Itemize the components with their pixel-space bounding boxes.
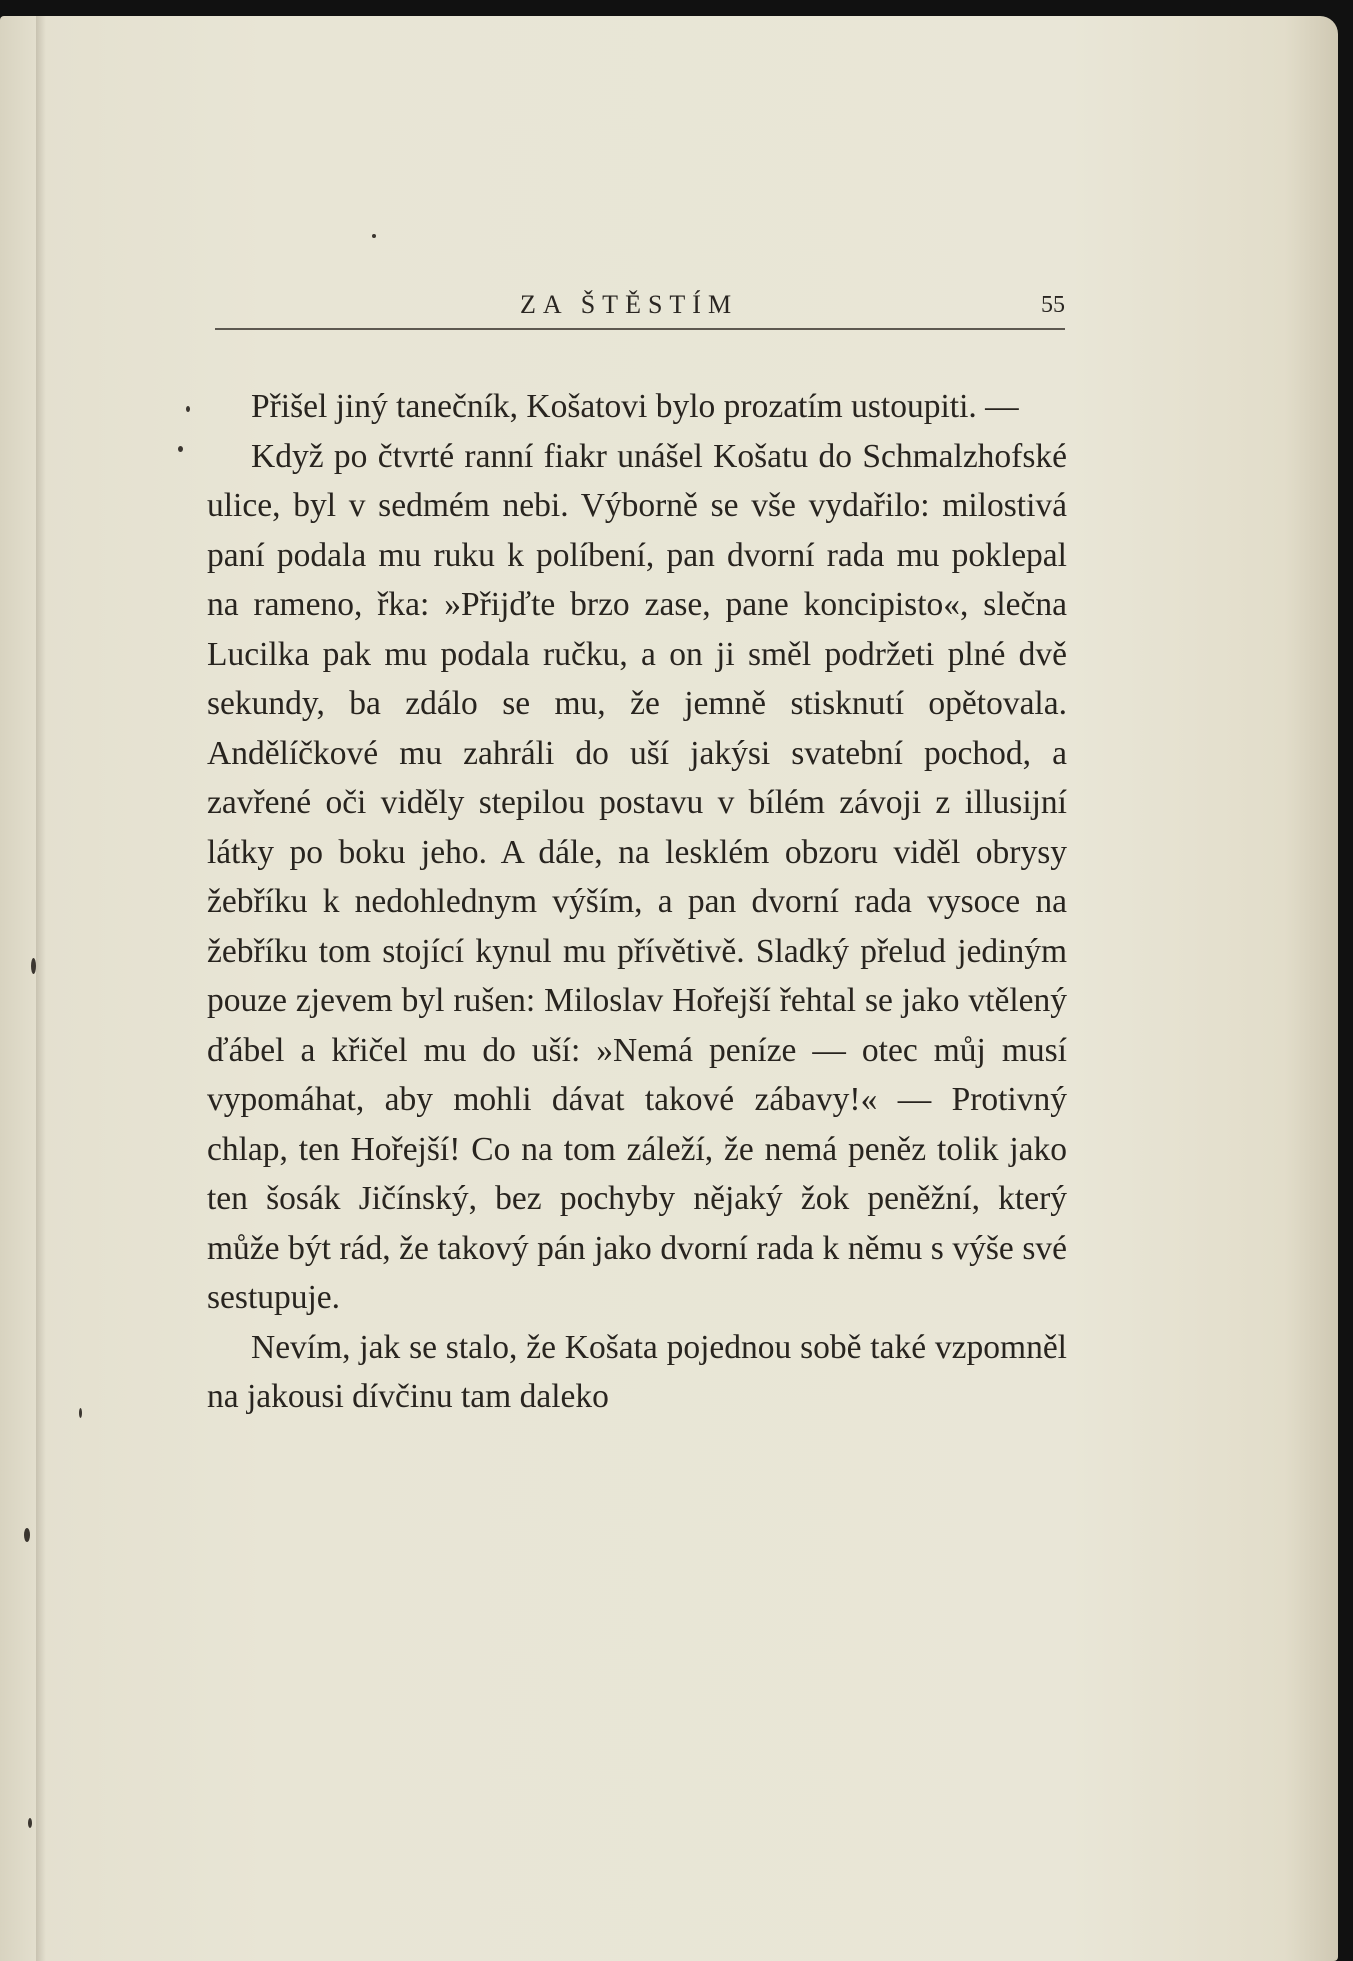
paragraph-2: Když po čtvrté ranní fiakr unášel Košatu do Schmalzhofské ulice, byl v sedmém nebi. Výborně se vše vydařilo: milostivá paní podala mu ruku k políbení, pan dvorní rada mu poklepal na rameno, řka: »Přijďte brzo zase, pane koncipisto«, slečna Lucilka pak mu podala ručku, a on ji směl podržeti plné dvě sekundy, ba zdálo se mu, že jemně stisknutí opětovala. Andělíčkové mu zahráli do uší jakýsi svatební pochod, a zavřené oči viděly stepilou postavu v bílém závoji z illusijní látky po boku jeho. A dále, na lesklém obzoru viděl obrysy žebříku k nedohlednym výším, a pan dvorní rada vysoce na žebříku tom stojící kynul mu přívětivě. Sladký přelud jediným pouze zjevem byl rušen: Miloslav Hořejší řehtal se jako vtělený ďábel a křičel mu do uší: »Nemá peníze — otec můj musí vypomáhat, aby mohli dávat takové zábavy!« — Protivný chlap, ten Hořejší! Co na tom záleží, že nemá peněz tolik jako ten šosák Jičínský, bez pochyby nějaký žok peněžní, který může být rád, že takový pán jako dvorní rada k němu s výše své sestupuje. bbox=[207, 437, 1067, 1316]
header-rule bbox=[215, 328, 1065, 330]
margin-speck bbox=[79, 1408, 82, 1418]
margin-speck bbox=[186, 406, 190, 412]
page-header bbox=[215, 282, 1065, 332]
margin-speck bbox=[372, 234, 376, 238]
margin-speck bbox=[178, 446, 183, 452]
paragraph-3: Nevím, jak se stalo, že Košata pojednou sobě také vzpomněl na jakousi dívčinu tam daleko bbox=[207, 1328, 1067, 1415]
margin-speck bbox=[31, 958, 36, 974]
page-binding-shadow bbox=[36, 16, 46, 1961]
margin-speck bbox=[28, 1818, 32, 1828]
margin-speck bbox=[24, 1528, 30, 1542]
running-title: ZA ŠTĚSTÍM bbox=[520, 290, 739, 319]
body-text bbox=[207, 382, 1067, 1422]
paragraph-1: Přišel jiný tanečník, Košatovi bylo prozatím ustoupiti. — bbox=[251, 388, 1019, 425]
page-number: 55 bbox=[1041, 292, 1065, 318]
